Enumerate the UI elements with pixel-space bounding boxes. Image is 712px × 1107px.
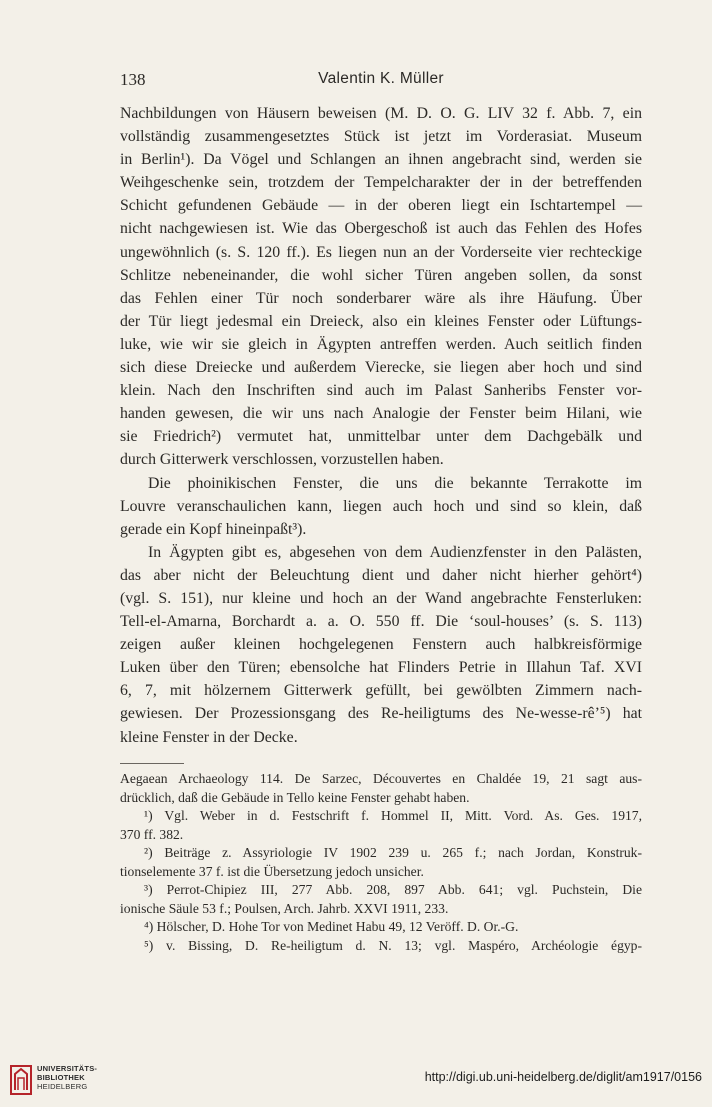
text-line: der Tür liegt jedesmal ein Dreieck, also ein kleines Fenster oder Lüftungs-	[120, 312, 642, 330]
text-line: kleine Fenster in der Decke.	[120, 728, 298, 746]
text-line: Schlitze nebeneinander, die wohl sicher Türen angeben sollen, da sonst	[120, 266, 642, 284]
logo-line-2: BIBLIOTHEK	[37, 1073, 85, 1082]
text-line: das Fehlen einer Tür noch sonderbarer wäre als ihre Häufung. Über	[120, 289, 642, 307]
footnotes	[120, 770, 642, 955]
text-line: Weihgeschenke sein, trotzdem der Tempelcharakter der in der betreffenden	[120, 174, 642, 192]
footnote-line: tionselemente 37 f. ist die Übersetzung jedoch unsicher.	[120, 863, 424, 879]
text-line: das aber nicht der Beleuchtung dient und daher nicht hierher gehört⁴)	[120, 566, 642, 584]
logo-line-1: UNIVERSITÄTS-	[37, 1064, 98, 1073]
footnote-line: 370 ff. 382.	[120, 826, 184, 842]
text-line: vollständig zusammengesetztes Stück ist jetzt im Vorderasiat. Museum	[120, 128, 642, 146]
paragraph-1	[120, 102, 642, 472]
footnote-line: ¹) Vgl. Weber in d. Festschrift f. Hommel II, Mitt. Vord. As. Ges. 1917,	[144, 808, 642, 823]
text-line: (vgl. S. 151), nur kleine und hoch an der Wand angebrachte Fensterluken:	[120, 589, 642, 607]
text-line: durch Gitterwerk verschlossen, vorzustellen haben.	[120, 451, 444, 469]
text-line: gerade ein Kopf hineinpaßt³).	[120, 520, 307, 538]
source-url[interactable]: http://digi.ub.uni-heidelberg.de/diglit/am1917/0156	[424, 1070, 702, 1084]
footnote-line: drücklich, daß die Gebäude in Tello keine Fenster gehabt haben.	[120, 789, 470, 805]
footnote-line: ²) Beiträge z. Assyriologie IV 1902 239 u. 265 f.; nach Jordan, Konstruk-	[144, 845, 642, 860]
text-line: 6, 7, mit hölzernem Gitterwerk gefüllt, bei gewölbten Zimmern nach-	[120, 682, 642, 700]
library-logo-text	[37, 1064, 97, 1091]
text-line: nicht nachgewiesen ist. Wie das Obergeschoß ist auch das Fehlen des Hofes	[120, 220, 642, 238]
text-line: Nachbildungen von Häusern beweisen (M. D. O. G. LIV 32 f. Abb. 7, ein	[120, 105, 642, 122]
running-title: Valentin K. Müller	[318, 70, 444, 87]
text-line: Louvre veranschaulichen kann, liegen auch hoch und sind so klein, daß	[120, 497, 642, 515]
page-number: 138	[120, 70, 146, 89]
logo-line-3: HEIDELBERG	[37, 1082, 88, 1091]
text-line: Luken über den Türen; ebensolche hat Flinders Petrie in Illahun Taf. XVI	[120, 659, 642, 677]
text-line: zeigen außer kleinen hochgelegenen Fenstern auch halbkreisförmige	[120, 636, 642, 654]
text-line: luke, wie wir sie gleich in Ägypten antreffen werden. Auch seitlich finden	[120, 335, 642, 353]
text-line: handen gewesen, die wir uns nach Analogie der Fenster beim Hilani, wie	[120, 405, 642, 423]
text-line: gewiesen. Der Prozessionsgang des Re-heiligtums des Ne-wesse-rê’⁵) hat	[120, 705, 642, 723]
page-header	[120, 70, 642, 94]
footnote-line: ⁴) Hölscher, D. Hohe Tor von Medinet Habu 49, 12 Veröff. D. Or.-G.	[144, 919, 519, 934]
footnote-separator	[120, 763, 184, 764]
text-line: sich diese Dreiecke und außerdem Vierecke, sie liegen aber hoch und sind	[120, 359, 642, 377]
footnote-line: ³) Perrot-Chipiez III, 277 Abb. 208, 897 Abb. 641; vgl. Puchstein, Die	[144, 882, 642, 897]
text-line: Die phoinikischen Fenster, die uns die bekannte Terrakotte im	[148, 474, 642, 492]
text-line: in Berlin¹). Da Vögel und Schlangen an ihnen angebracht sind, werden sie	[120, 151, 642, 169]
library-logo	[10, 1062, 120, 1102]
text-line: Schicht gefundenen Gebäude — in der oberen liegt ein Ischtartempel —	[120, 197, 642, 215]
text-line: klein. Nach den Inschriften sind auch im Palast Sanheribs Fenster vor-	[120, 382, 642, 400]
footnote-line: Aegaean Archaeology 114. De Sarzec, Découvertes en Chaldée 19, 21 sagt aus-	[120, 771, 642, 786]
text-line: Tell-el-Amarna, Borchardt a. a. O. 550 ff. Die ‘soul-houses’ (s. S. 113)	[120, 613, 642, 631]
paragraph-3	[120, 541, 642, 749]
footnote-line: ⁵) v. Bissing, D. Re-heiligtum d. N. 13; vgl. Maspéro, Archéologie égyp-	[144, 937, 642, 953]
text-line: sie Friedrich²) vermutet hat, unmittelbar unter dem Dachgebälk und	[120, 428, 642, 446]
paragraph-2	[120, 472, 642, 541]
main-text	[120, 102, 642, 749]
text-line: ungewöhnlich (s. S. 120 ff.). Es liegen nun an der Vorderseite vier rechteckige	[120, 243, 642, 261]
text-line: In Ägypten gibt es, abgesehen von dem Audienzfenster in den Palästen,	[148, 543, 642, 561]
library-logo-icon	[10, 1064, 32, 1096]
footnote-line: ionische Säule 53 f.; Poulsen, Arch. Jahrb. XXVI 1911, 233.	[120, 900, 449, 916]
